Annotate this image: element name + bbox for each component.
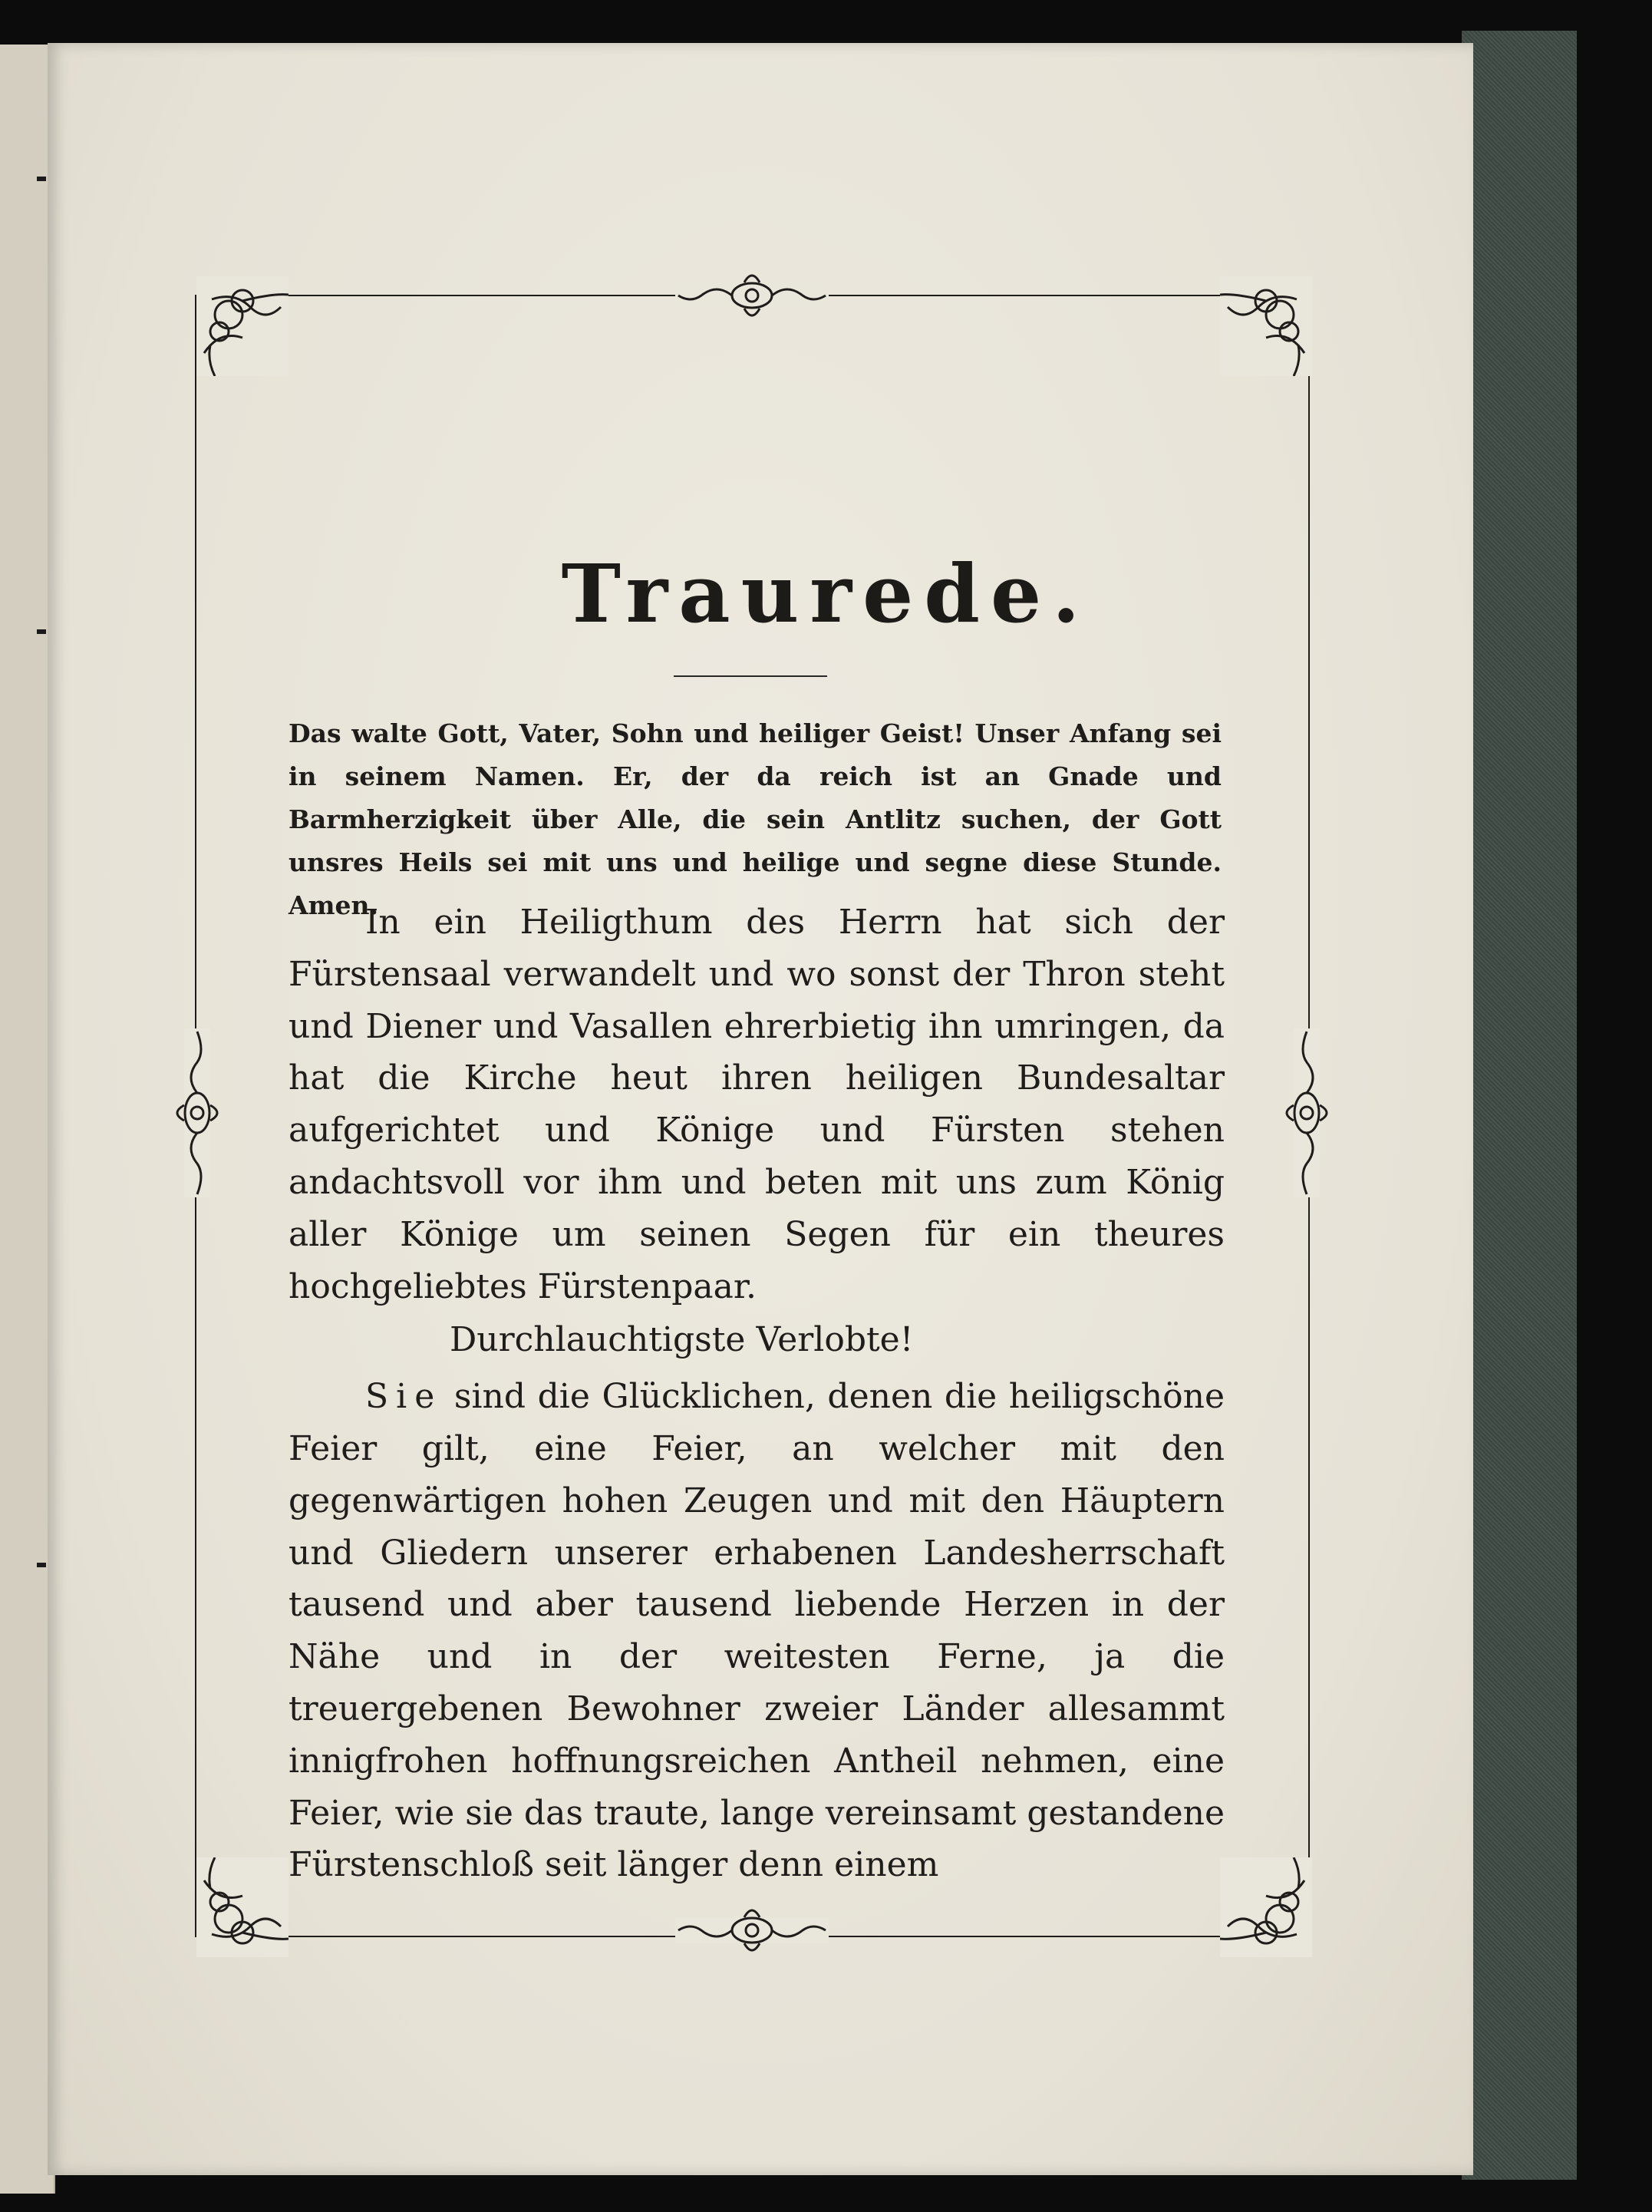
binding-mark bbox=[37, 177, 46, 181]
paragraph-2-text: sind die Glücklichen, denen die heiligschöne Feier gilt, eine Feier, an welcher mit den gegenwärtigen hohen Zeugen und mit den Häuptern und Gliedern unserer erhabenen Landesherrschaft tausend und aber tausend liebende Herzen in der Nähe und in der weitesten Ferne, ja die treuergebenen Bewohner zweier Länder allesammt innigfrohen hoffnungsreichen Antheil nehmen, eine Feier, wie sie das traute, lange vereinsamt gestandene Fürstenschloß seit länger denn einem bbox=[289, 1377, 1225, 1885]
paragraph-1: In ein Heiligthum des Herrn hat sich der Fürstensaal verwandelt und wo sonst der Thron steht und Diener und Vasallen ehrerbietig ihn umringen, da hat die Kirche heut ihren heiligen Bundesaltar aufgerichtet und Könige und Fürsten stehen andachtsvoll vor ihm und beten mit uns zum König aller Könige um seinen Segen für ein theures hochgeliebtes Fürstenpaar. bbox=[289, 903, 1225, 1306]
binding-mark bbox=[37, 1563, 46, 1567]
page-title: Traurede. bbox=[561, 546, 1091, 641]
bottom-center-ornament bbox=[675, 1903, 829, 1957]
top-center-ornament bbox=[675, 269, 829, 322]
right-side-ornament bbox=[1280, 1028, 1334, 1197]
paragraph-2-lead: Sie bbox=[365, 1377, 443, 1417]
corner-ornament-top-right bbox=[1220, 276, 1312, 376]
salutation: Durchlauchtigste Verlobte! bbox=[450, 1320, 914, 1360]
corner-ornament-top-left bbox=[196, 276, 289, 376]
invocation-paragraph: Das walte Gott, Vater, Sohn und heiliger Geist! Unser Anfang sei in seinem Namen. Er, der da reich ist an Gnade und Barmherzigkeit über Alle, die sein Antlitz suchen, der Gott unsres Heils sei mit uns und heilige und segne diese Stunde. Amen. bbox=[289, 718, 1222, 920]
left-side-ornament bbox=[170, 1028, 224, 1197]
book-cover-edge bbox=[1462, 31, 1577, 2180]
paragraph-2 bbox=[289, 1371, 1225, 1891]
sermon-text bbox=[289, 896, 1225, 1891]
corner-ornament-bottom-right bbox=[1220, 1857, 1312, 1957]
corner-ornament-bottom-left bbox=[196, 1857, 289, 1957]
title-rule bbox=[674, 675, 827, 677]
